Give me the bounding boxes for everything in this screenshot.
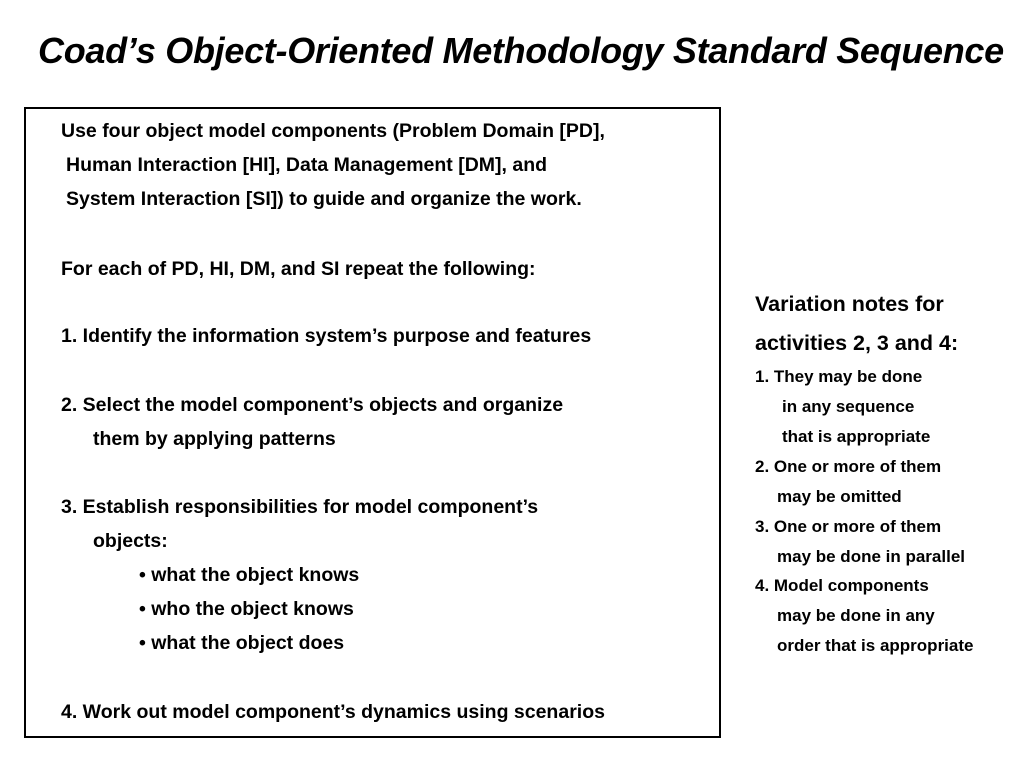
step-4: 4. Work out model component’s dynamics using scenarios (61, 701, 605, 723)
note-item: may be omitted (777, 487, 902, 506)
bullet-does: • what the object does (139, 632, 345, 654)
bullet-who-knows: • who the object knows (139, 598, 354, 620)
note-item: 1. They may be done (755, 367, 923, 386)
slide-title: Coad’s Object-Oriented Methodology Standard Sequence (38, 30, 1004, 71)
note-item: 3. One or more of them (755, 517, 942, 536)
step-2-line-2: them by applying patterns (93, 428, 336, 450)
bullet-knows: • what the object knows (139, 564, 360, 586)
step-3-line-1: 3. Establish responsibilities for model component’s (61, 496, 539, 518)
repeat-instruction: For each of PD, HI, DM, and SI repeat the following: (61, 258, 536, 280)
note-item: order that is appropriate (777, 636, 974, 655)
note-item: may be done in any (777, 606, 935, 625)
notes-heading-line-2: activities 2, 3 and 4: (755, 331, 959, 355)
step-1: 1. Identify the information system’s purpose and features (61, 325, 592, 347)
note-item: 4. Model components (755, 576, 929, 595)
intro-line-3: System Interaction [SI]) to guide and organize the work. (66, 188, 582, 210)
note-item: 2. One or more of them (755, 457, 942, 476)
step-3-line-2: objects: (93, 530, 168, 552)
note-item: that is appropriate (782, 427, 931, 446)
note-item: in any sequence (782, 397, 915, 416)
intro-line-2: Human Interaction [HI], Data Management [DM], and (66, 154, 548, 176)
intro-line-1: Use four object model components (Problem Domain [PD], (61, 120, 605, 142)
notes-heading-line-1: Variation notes for (755, 292, 944, 316)
step-2-line-1: 2. Select the model component’s objects and organize (61, 394, 564, 416)
note-item: may be done in parallel (777, 547, 966, 566)
